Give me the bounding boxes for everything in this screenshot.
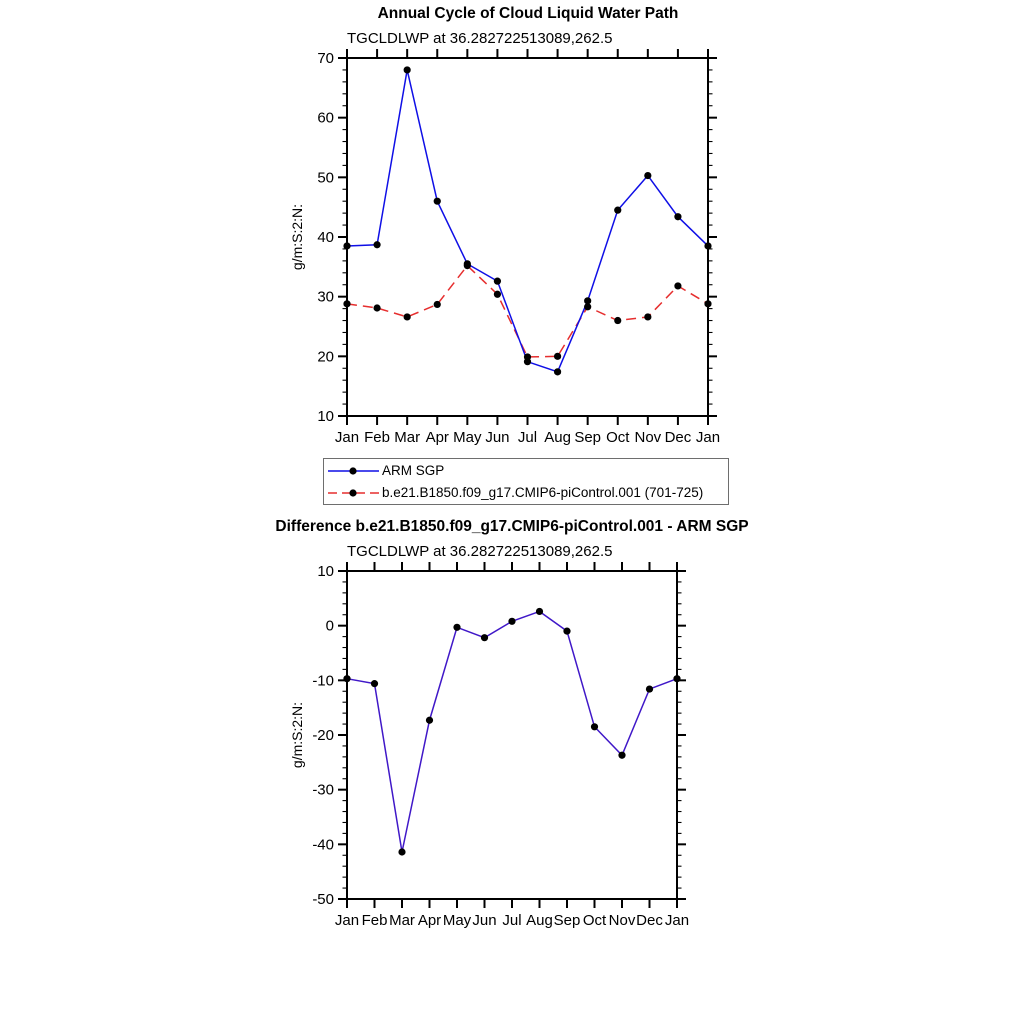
x-tick-label: Sep [553, 912, 581, 929]
x-tick-label: Feb [361, 912, 388, 929]
data-points [343, 66, 711, 375]
x-tick-label: Mar [389, 912, 415, 929]
legend-dashed-line-icon [327, 488, 380, 498]
y-axis-label: g/m:S:2:N: [289, 203, 305, 271]
y-tick-label: -40 [312, 836, 334, 854]
x-tick-label: Aug [544, 429, 571, 446]
x-tick-label: Mar [394, 429, 421, 446]
x-tick-label: Jul [517, 429, 538, 446]
y-tick-label: 30 [317, 288, 334, 306]
y-tick-label: 10 [317, 563, 334, 580]
x-tick-label: Jan [334, 912, 360, 929]
chart-1 [289, 562, 689, 929]
y-tick-label: 40 [317, 229, 334, 246]
y-tick-label: 70 [317, 50, 334, 67]
y-axis [317, 50, 717, 425]
x-tick-label: Jan [334, 429, 360, 446]
x-tick-label: Apr [425, 429, 449, 446]
bottom-chart-title: Difference b.e21.B1850.f09_g17.CMIP6-piControl.001 - ARM SGP [275, 518, 749, 535]
x-tick-label: Dec [664, 429, 692, 446]
x-tick-label: Jul [502, 912, 522, 929]
top-chart-title: Annual Cycle of Cloud Liquid Water Path [377, 5, 679, 22]
legend-item-arm-sgp [324, 460, 728, 482]
bottom-chart-subtitle: TGCLDLWP at 36.282722513089,262.5 [347, 543, 613, 560]
x-tick-label: May [453, 429, 482, 446]
x-axis [335, 49, 720, 446]
x-tick-label: Apr [417, 912, 442, 929]
x-tick-label: May [442, 912, 472, 929]
x-tick-label: Nov [634, 429, 662, 446]
x-tick-label: Oct [582, 912, 607, 929]
y-tick-label: 10 [317, 408, 334, 425]
legend-label-arm-sgp: ARM SGP [382, 463, 445, 478]
y-tick-label: 0 [325, 617, 334, 635]
y-axis-label: g/m:S:2:N: [289, 701, 305, 769]
legend-item-picontrol [324, 482, 728, 504]
top-chart-subtitle: TGCLDLWP at 36.282722513089,262.5 [347, 30, 613, 47]
y-tick-label: -50 [312, 891, 334, 908]
chart-0 [289, 49, 720, 446]
x-tick-label: Feb [364, 429, 391, 446]
data-points [343, 262, 711, 360]
y-tick-label: 60 [317, 109, 334, 127]
legend [323, 458, 729, 505]
y-tick-label: 20 [317, 348, 334, 366]
x-tick-label: Oct [606, 429, 630, 446]
y-tick-label: -10 [312, 672, 334, 690]
data-points [343, 608, 680, 856]
x-tick-label: Dec [636, 912, 663, 929]
x-tick-label: Jun [485, 429, 510, 446]
x-tick-label: Nov [608, 912, 636, 929]
x-tick-label: Jun [472, 912, 497, 929]
legend-solid-line-icon [327, 466, 380, 476]
y-tick-label: -30 [312, 781, 334, 799]
series-line [347, 611, 677, 852]
x-tick-label: Aug [526, 912, 553, 929]
legend-label-picontrol: b.e21.B1850.f09_g17.CMIP6-piControl.001 (701-725) [382, 485, 704, 500]
x-tick-label: Sep [574, 429, 602, 446]
x-tick-label: Jan [695, 429, 721, 446]
y-tick-label: -20 [312, 727, 334, 744]
series-line [347, 266, 708, 357]
x-tick-label: Jan [664, 912, 690, 929]
series-line [347, 70, 708, 372]
x-axis [335, 562, 689, 929]
y-tick-label: 50 [317, 169, 334, 187]
